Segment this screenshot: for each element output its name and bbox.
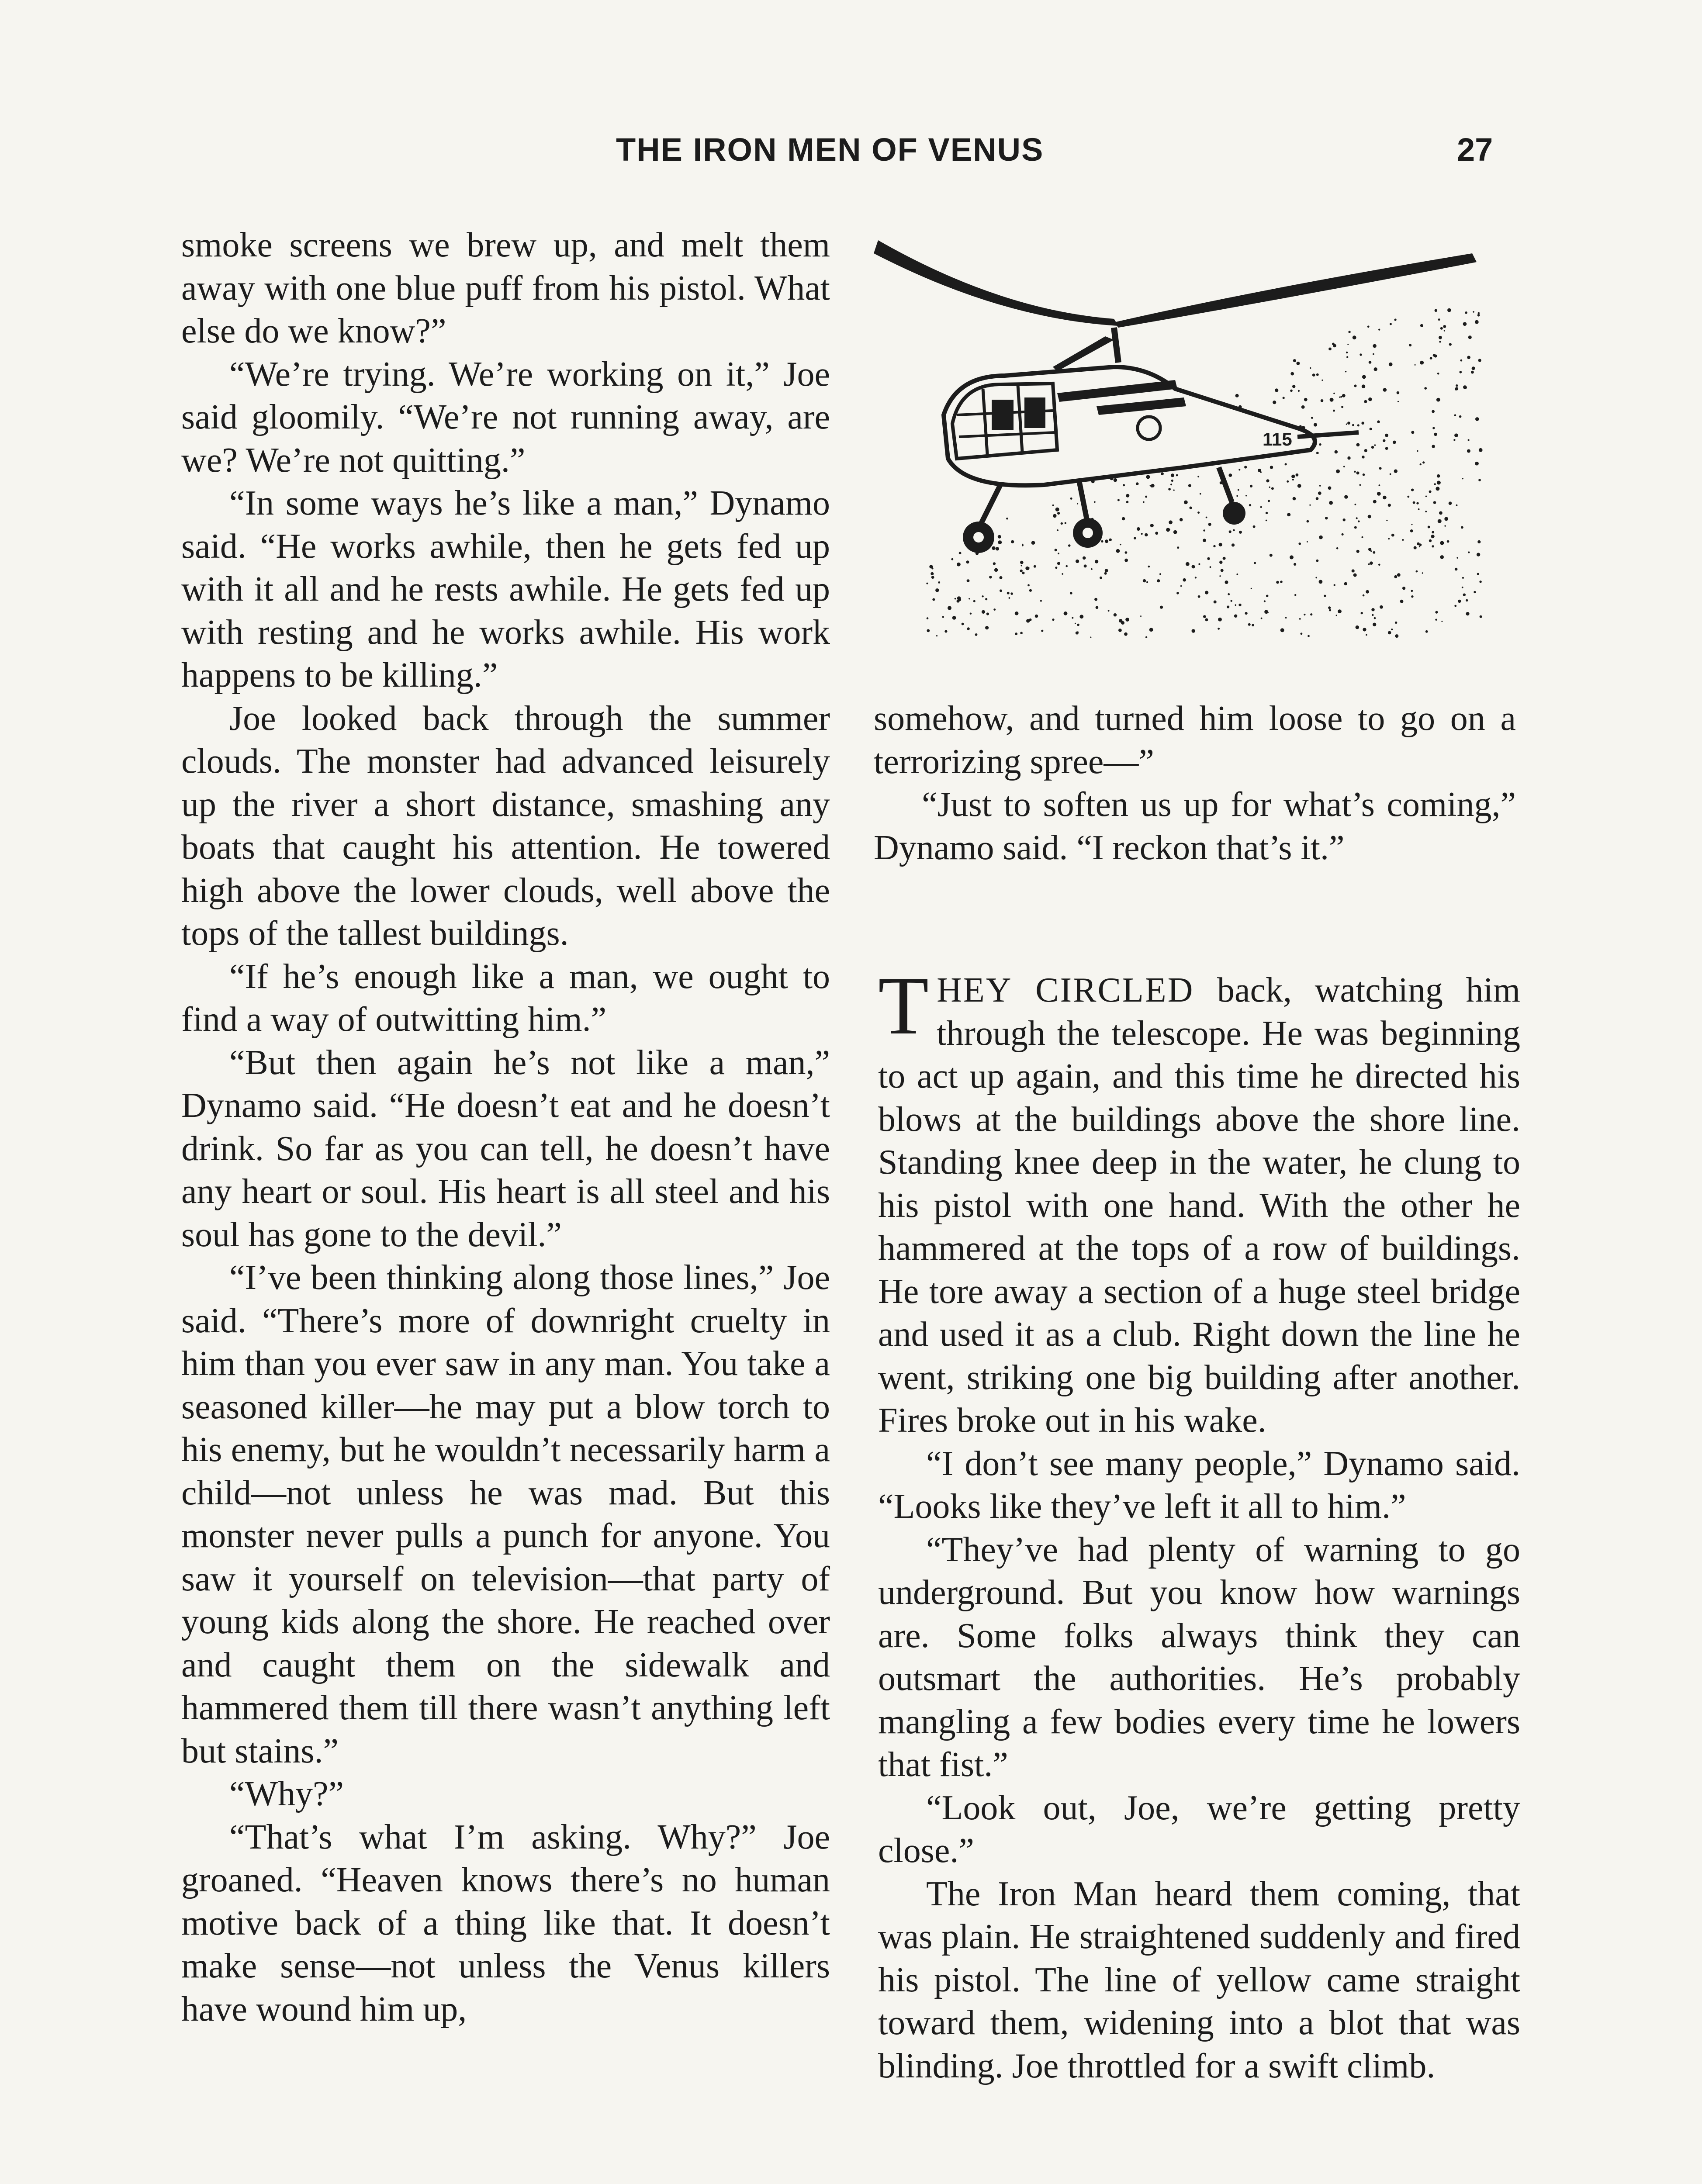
paragraph: “But then again he’s not like a man,” Dynamo said. “He doesn’t eat and he doesn’t drink. So far as you can tell, he doesn’t have any heart or soul. His heart is all steel and his soul has gone to the devil.” [181,1043,830,1254]
paragraph: “If he’s enough like a man, we ought to find a way of outwitting him.” [181,957,830,1039]
section-opening-paragraph [878,960,1520,1442]
running-head: THE IRON MEN OF VENUS [616,131,1044,168]
paragraph: somehow, and turned him loose to go on a terrorizing spree—” [874,699,1516,781]
paragraph: “In some ways he’s like a man,” Dynamo said. “He works awhile, then he gets fed up with it all and he rests awhile. He gets fed up with resting and he works awhile. His work happens to be killing.” [181,484,830,695]
paragraph: The Iron Man heard them coming, that was plain. He straightened suddenly and fired his pistol. The line of yellow came straight toward them, widening into a blot that was blinding. Joe throttled for a swift climb. [878,1874,1520,2085]
paragraph: “That’s what I’m asking. Why?” Joe groaned. “Heaven knows there’s no human motive back of a thing like that. It doesn’t make sense—not unless the Venus killers have wound him up, [181,1818,830,2028]
paragraph: smoke screens we brew up, and melt them away with one blue puff from his pistol. What else do we know?” [181,226,830,350]
section-opening-text: back, watching him through the telescope. He was beginning to act up again, and this time he directed his blows at the buildings above the shore line. Standing knee deep in the water, he clung to his pistol with one hand. With the other he hammered at the tops of a row of buildings. He tore away a section of a huge steel bridge and used it as a club. Right down the line he went, striking one big building after another. Fires broke out in his wake. [878,971,1520,1440]
paragraph: “I don’t see many people,” Dynamo said. “Looks like they’ve left it all to him.” [878,1444,1520,1526]
left-column [181,224,830,2031]
tail-number: 115 [1263,429,1292,449]
drop-cap: T [878,960,929,1052]
paragraph: “Why?” [229,1775,344,1813]
paragraph: “I’ve been thinking along those lines,” Joe said. “There’s more of downright cruelty in him than you ever saw in any man. You take a seasoned killer—he may put a blow torch to his enemy, but he wouldn’t necessarily harm a child—not unless he was mad. But this monster never pulls a punch for anyone. You saw it yourself on television—that party of young kids along the shore. He reached over and caught them on the sidewalk and hammered them till there wasn’t anything left but stains.” [181,1258,830,1770]
section-opening-smallcaps: HEY CIRCLED [937,971,1194,1009]
right-column-top [874,697,1516,869]
paragraph: Joe looked back through the summer clouds. The monster had advanced leisurely up the river a short distance, smashing any boats that caught his attention. He towered high above the lower clouds, well above the tops of the tallest buildings. [181,699,830,953]
paragraph: “We’re trying. We’re working on it,” Joe said gloomily. “We’re not running away, are we? We’re not quitting.” [181,355,830,480]
paragraph: “Look out, Joe, we’re getting pretty close.” [878,1788,1520,1870]
helicopter-illustration [869,223,1507,673]
paragraph: “They’ve had plenty of warning to go underground. But you know how warnings are. Some folks always think they can outsmart the authorities. He’s probably mangling a few bodies every time he lowers that fist.” [878,1530,1520,1784]
paragraph: “Just to soften us up for what’s coming,” Dynamo said. “I reckon that’s it.” [874,785,1516,867]
page-number: 27 [1457,131,1493,168]
right-column-bottom [878,960,1520,2087]
